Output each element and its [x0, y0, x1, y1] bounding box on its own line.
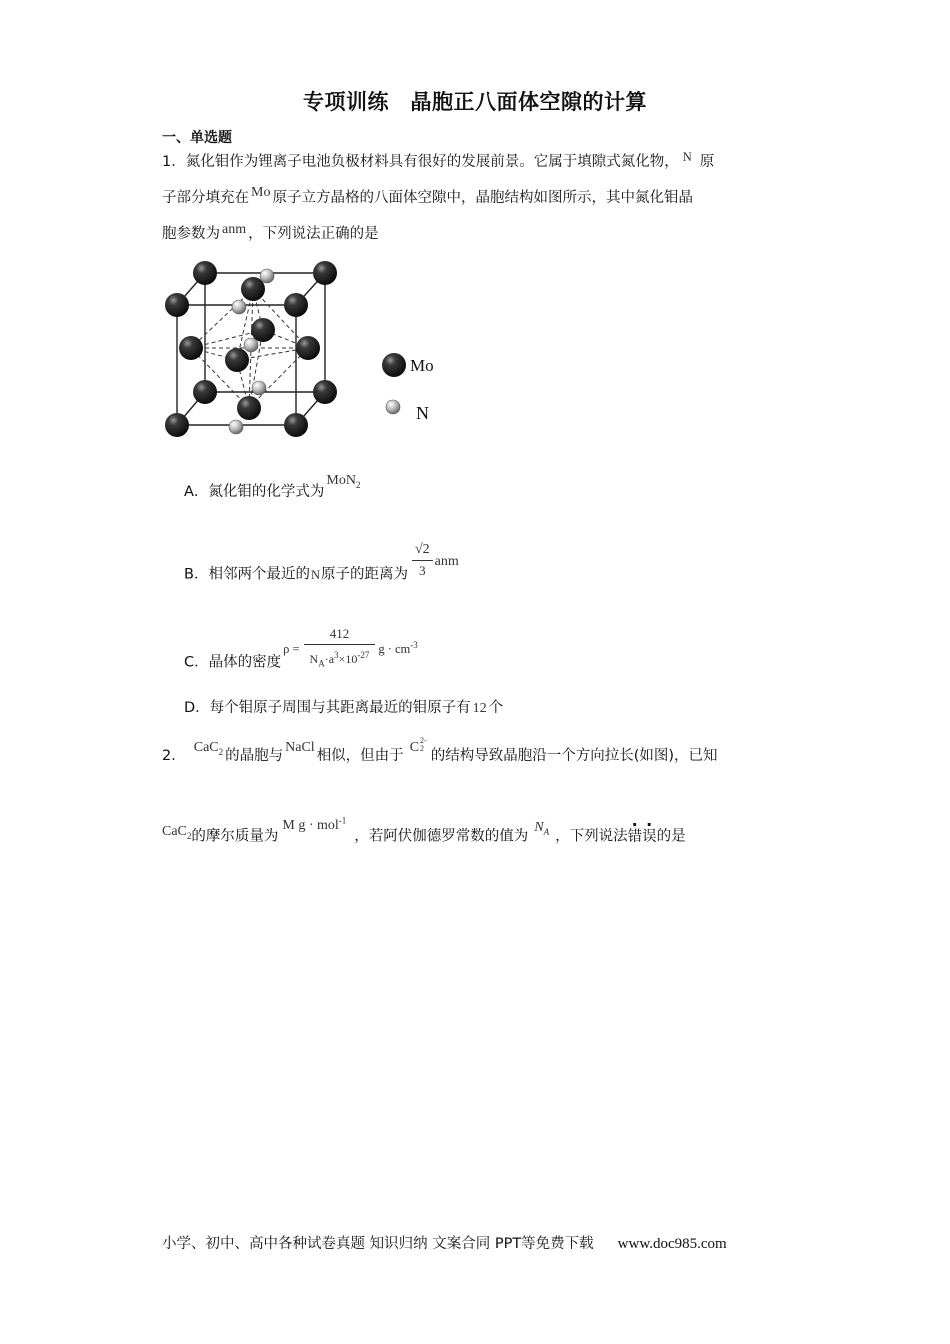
q1-number: 1．: [162, 154, 186, 170]
q2-molar-mass: M g · mol$^{-1}$: [282, 815, 347, 833]
option-a-formula: MoN$_2$: [326, 473, 361, 490]
q2-line-2: [162, 815, 686, 851]
q1-symbol-mo: Mo: [251, 185, 271, 200]
q2-text-2: 相似，但由于: [316, 748, 404, 764]
option-d-suffix: 个: [488, 700, 504, 716]
option-d-count: 12: [472, 701, 487, 716]
q2-text-3: 的结构导致晶胞沿一个方向拉长(如图)，已知: [430, 748, 718, 764]
q2-text-5: ，若阿伏伽德罗常数的值为: [354, 828, 529, 845]
option-c-fraction: $\frac{412}{N_A\cdot a^3\times 10^{-27}}$: [304, 624, 376, 673]
q1-text-3a: 胞参数为: [162, 226, 220, 242]
page-title: 专项训练 晶胞正八面体空隙的计算: [303, 90, 647, 114]
option-b-unit: anm: [434, 553, 459, 569]
q1-text-3b: ，下列说法正确的是: [248, 226, 379, 242]
q1-option-c[interactable]: [184, 626, 418, 687]
q2-text-4: 的摩尔质量为: [191, 828, 279, 845]
q2-emphasis-1: 错: [627, 828, 643, 845]
q2-avogadro: $N_A$: [534, 819, 550, 837]
q2-formula-cac2: CaC$_2$: [193, 740, 224, 757]
q2-emphasis-2: 误: [642, 828, 657, 845]
q1-line-1: [162, 152, 714, 172]
q1-option-b[interactable]: [184, 542, 459, 595]
option-b-fraction: $\frac{√2}{3}$: [412, 540, 433, 581]
section-heading: 一、单选题: [162, 130, 232, 146]
legend-mo-label: Mo: [410, 356, 434, 375]
q1-text-1b: 原: [699, 154, 715, 170]
q1-line-2: [162, 185, 693, 209]
q1-text-2b: 原子立方晶格的八面体空隙中，晶胞结构如图所示，其中氮化钼晶: [272, 190, 693, 206]
footer-text: 小学、初中、高中各种试卷真题 知识归纳 文案合同 PPT等免费下载: [162, 1236, 594, 1252]
q1-line-3: [162, 224, 379, 245]
option-d-text: D．每个钼原子周围与其距离最近的钼原子有: [184, 700, 471, 716]
option-c-rho: ρ =: [283, 641, 300, 656]
option-c-text: C．晶体的密度: [184, 654, 282, 671]
page-footer: [162, 1232, 727, 1253]
q2-line-1: [162, 736, 718, 771]
q2-number: 2．: [162, 748, 186, 764]
q2-text-8: 的是: [656, 828, 686, 845]
q2-formula-c2: C 2- 2: [409, 736, 427, 755]
q1-option-d[interactable]: [184, 698, 503, 719]
option-c-unit: $g \cdot cm^{-3}$: [378, 639, 418, 656]
q2-text-1: 的晶胞与: [225, 748, 284, 764]
option-a-text: A．氮化钼的化学式为: [184, 484, 325, 500]
q1-text-2a: 子部分填充在: [162, 190, 249, 206]
option-b-symbol-n: N: [310, 567, 320, 582]
q1-symbol-anm: anm: [222, 222, 247, 237]
q1-text-1a: 氮化钼作为锂离子电池负极材料具有很好的发展前景。它属于填隙式氮化物，: [185, 154, 679, 170]
option-b-text-b: 原子的距离为: [320, 566, 408, 583]
q2-formula-cac2-b: CaC$_2$: [162, 823, 192, 841]
q2-formula-nacl: NaCl: [285, 740, 315, 755]
legend-icons: [378, 350, 412, 422]
q2-text-6: ，下列说法: [555, 828, 628, 845]
legend-n-label: N: [416, 403, 429, 423]
option-b-text-a: B．相邻两个最近的: [184, 566, 310, 583]
footer-url[interactable]: www.doc985.com: [617, 1236, 727, 1252]
q1-option-a[interactable]: [184, 473, 361, 507]
q1-symbol-n: N: [682, 150, 692, 164]
